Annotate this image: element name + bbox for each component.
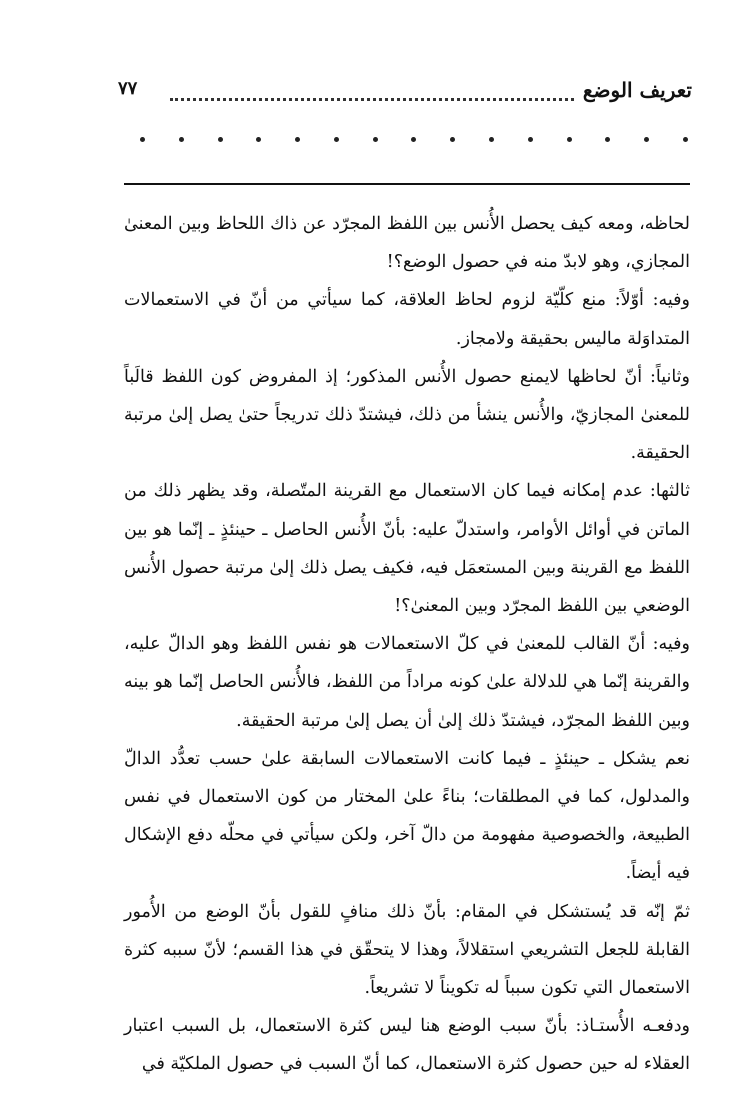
paragraph-8: ودفعـه الأُستـاذ: بأنّ سبب الوضع هنا ليس كثرة الاستعمال، بل السبب اعتبار العقلاء له حين حصول كثرة الاستعمال، كما أنّ السبب في حصول الملكيّة في	[124, 1016, 690, 1075]
paragraph-2: وفيه: أوّلاً: منع كلّيّة لزوم لحاظ العلاقة، كما سيأتي من أنّ في الاستعمالات المتداوَلة ماليس بحقيقة ولامجاز.	[124, 290, 690, 349]
ornament-dot	[179, 137, 184, 142]
paragraph-1: لحاظه، ومعه كيف يحصل الأُنس بين اللفظ المجرّد عن ذاك اللحاظ وبين المعنىٰ المجازي، وهو لابدّ منه في حصول الوضع؟!	[124, 214, 690, 273]
paragraph-3: وثانياً: أنّ لحاظها لايمنع حصول الأُنس المذكور؛ إذ المفروض كون اللفظ قالَباً للمعنىٰ المجازيّ، والأُنس ينشأ من ذلك، فيشتدّ ذلك تدريجاً حتىٰ يصل إلىٰ مرتبة الحقيقة.	[124, 366, 690, 464]
ornament-dot	[256, 137, 261, 142]
paragraph-4: ثالثها: عدم إمكانه فيما كان الاستعمال مع القرينة المتّصلة، وقد يظهر ذلك من الماتن في أوائل الأوامر، واستدلّ عليه: بأنّ الأُنس الحاصل ـ حينئذٍ ـ إنّما هو بين اللفظ مع القرينة وبين المستعمَل فيه، فكيف يصل ذلك إلىٰ مرتبة حصول الأُنس الوضعي بين اللفظ المجرّد وبين المعنىٰ؟!	[124, 481, 690, 617]
ornamental-dot-row	[140, 132, 688, 146]
ornament-dot	[489, 137, 494, 142]
paragraph-6: نعم يشكل ـ حينئذٍ ـ فيما كانت الاستعمالات السابقة علىٰ حسب تعدُّد الدالّ والمدلول، كما في المطلقات؛ بناءً علىٰ المختار من كون الاستعمال في نفس الطبيعة، والخصوصية مفهومة من دالّ آخر، ولكن سيأتي في محلّه دفع الإشكال فيه أيضاً.	[124, 748, 690, 884]
ornament-dot	[411, 137, 416, 142]
ornament-dot	[295, 137, 300, 142]
ornament-dot	[644, 137, 649, 142]
ornament-dot	[567, 137, 572, 142]
paragraph-7: ثمّ إنّه قد يُستشكل في المقام: بأنّ ذلك منافٍ للقول بأنّ الوضع من الأُمور القابلة للجعل التشريعي استقلالاً، وهذا لا يتحقّق في هذا القسم؛ لأنّ سببه كثرة الاستعمال التي تكون سبباً له تكويناً لا تشريعاً.	[124, 901, 690, 999]
running-header	[118, 78, 692, 118]
header-rule	[124, 183, 690, 185]
ornament-dot	[450, 137, 455, 142]
body-text	[124, 205, 690, 1084]
paragraph-5: وفيه: أنّ القالب للمعنىٰ في كلّ الاستعمالات هو نفس اللفظ وهو الدالّ عليه، والقرينة إنّما هي للدلالة علىٰ كونه مراداً من اللفظ، فالأُنس الحاصل إنّما هو بينه وبين اللفظ المجرّد، فيشتدّ ذلك إلىٰ أن يصل إلىٰ مرتبة الحقيقة.	[124, 634, 690, 731]
ornament-dot	[683, 137, 688, 142]
page-number: ٧٧	[118, 78, 138, 99]
ornament-dot	[528, 137, 533, 142]
header-title: تعريف الوضع	[582, 78, 692, 102]
ornament-dot	[218, 137, 223, 142]
ornament-dot	[373, 137, 378, 142]
ornament-dot	[605, 137, 610, 142]
header-dot-leader	[170, 84, 574, 101]
ornament-dot	[334, 137, 339, 142]
ornament-dot	[140, 137, 145, 142]
